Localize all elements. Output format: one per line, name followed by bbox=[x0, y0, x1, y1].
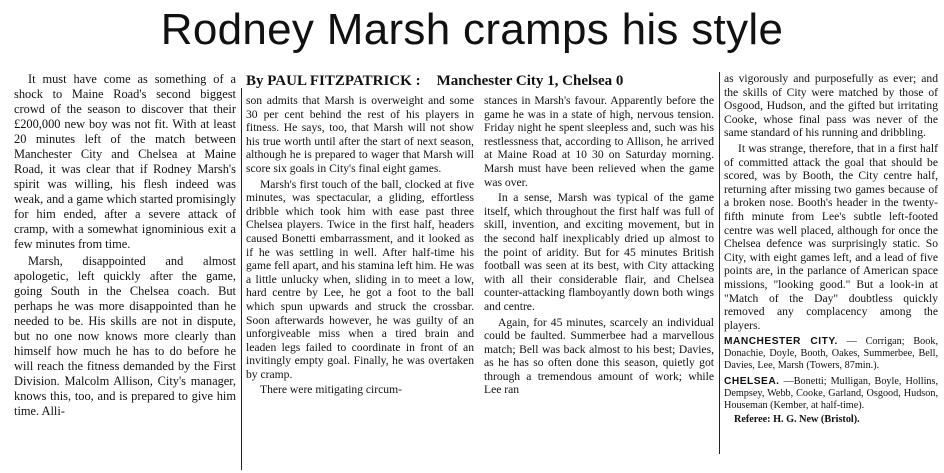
team-players: —Bonetti; Mulligan, Boyle, Hollins, Dempsey, Webb, Cooke, Garland, Osgood, Hudson, Houseman (Kember, at half-time). bbox=[724, 376, 938, 412]
paragraph: as vigorously and purposefully as ever; and the skills of City were matched by those of Osgood, Hudson, and the gifted but irritating Cooke, whose final pass was never of the same standard of his running and dribbling. bbox=[724, 72, 938, 140]
paragraph: Marsh, disappointed and almost apologetic, left quickly after the game, going South in the Chelsea coach. But perhaps he was more disappointed than he needed to be. His skills are not in dispute, but no one now knows more clearly than himself how much he has to do before he will reach the fitness demanded by the First Division. Malcolm Allison, City's manager, knows this, too, and is prepared to give him time. Alli- bbox=[14, 254, 236, 418]
paragraph: Marsh's first touch of the ball, clocked at five minutes, was spectacular, a gliding, effortless dribble which took him with ease past three Chelsea players. Twice in the first half, headers caused Bonetti embarrassment, and it looked as if he was settling in well. After half-time his game fell apart, and his stamina left him. He was a little unlucky when, sliding in to meet a low, hard centre by Lee, he got a foot to the ball which spun upwards and struck the crossbar. Soon afterwards however, he was guilty of an unforgiveable miss when a tired brain and leaden legs failed to coordinate in front of an invitingly empty goal. Finally, he was overtaken by cramp. bbox=[246, 177, 474, 381]
team-lineup bbox=[724, 336, 938, 372]
article-column-3 bbox=[484, 94, 714, 472]
team-players: — Corrigan; Book, Donachie, Doyle, Booth, Oakes, Summerbee, Bell, Davies, Lee, Marsh (Towers, 87min.). bbox=[724, 336, 938, 372]
paragraph: It was strange, therefore, that in a first half of committed attack the goal that should be scored, was by Booth, the City centre half, returning after missing two games because of a broken nose. Booth's header in the twenty-fifth minute from Lee's subtle left-footed centre was well placed, although for once the Chelsea defence was surprisingly static. So City, with eight games left, and a lead of five points are, in the parlance of American space missions, "looking good." But a look-in at "Match of the Day" doubtless quickly removed any complacency among the players. bbox=[724, 141, 938, 332]
paragraph: In a sense, Marsh was typical of the game itself, which throughout the first half was full of skill, invention, and exciting movement, but in the second half inexplicably dried up almost to the point of aridity. But for 45 minutes British football was seen at its best, with City attacking with all their considerable flair, and Chelsea counter-attacking flamboyantly down both wings and centre. bbox=[484, 191, 714, 313]
byline bbox=[246, 72, 716, 90]
match-score: Manchester City 1, Chelsea 0 bbox=[436, 73, 624, 89]
article-column-1 bbox=[14, 72, 236, 472]
article-column-2 bbox=[246, 94, 474, 472]
paragraph: It must have come as something of a shock to Maine Road's second biggest crowd of the season to discover that their £200,000 new boy was not fit. With at least 20 minutes left of the match between Manchester City and Chelsea at Maine Road, it was clear that if Rodney Marsh's spirit was willing, his flesh indeed was weak, and a game which started promisingly for him ended, after a severe attack of cramp, with a somewhat ignominious exit a few minutes from time. bbox=[14, 72, 236, 251]
column-rule bbox=[241, 88, 242, 470]
paragraph: stances in Marsh's favour. Apparently before the game he was in a state of high, nervous tension. Friday night he spent sleepless and, such was his restlessness that, according to Allison, he arrived at Maine Road at 10 30 on Saturday morning. Marsh must have been relieved when the game was over. bbox=[484, 94, 714, 189]
paragraph: There were mitigating circum- bbox=[260, 383, 402, 397]
team-name: MANCHESTER CITY. bbox=[724, 336, 838, 348]
paragraph: son admits that Marsh is overweight and some 30 per cent behind the rest of his players in fitness. He says, too, that Marsh will not show his true worth until after the start of next season, although he is prepared to wager that Marsh will score six goals in City's final eight games. bbox=[246, 94, 474, 175]
team-lineup bbox=[724, 376, 938, 412]
paragraph: Again, for 45 minutes, scarcely an individual could be faulted. Summerbee had a marvellous match; Bell was back almost to his best; Davies, as he has so often done this season, quietly got through a tremendous amount of work; while Lee ran bbox=[484, 315, 714, 397]
team-name: CHELSEA. bbox=[724, 376, 780, 388]
column-rule bbox=[719, 72, 720, 454]
referee: Referee: H. G. New (Bristol). bbox=[734, 414, 860, 426]
headline: Rodney Marsh cramps his style bbox=[160, 5, 784, 54]
byline-author: By PAUL FITZPATRICK : bbox=[246, 73, 421, 89]
article-column-4 bbox=[724, 72, 938, 472]
